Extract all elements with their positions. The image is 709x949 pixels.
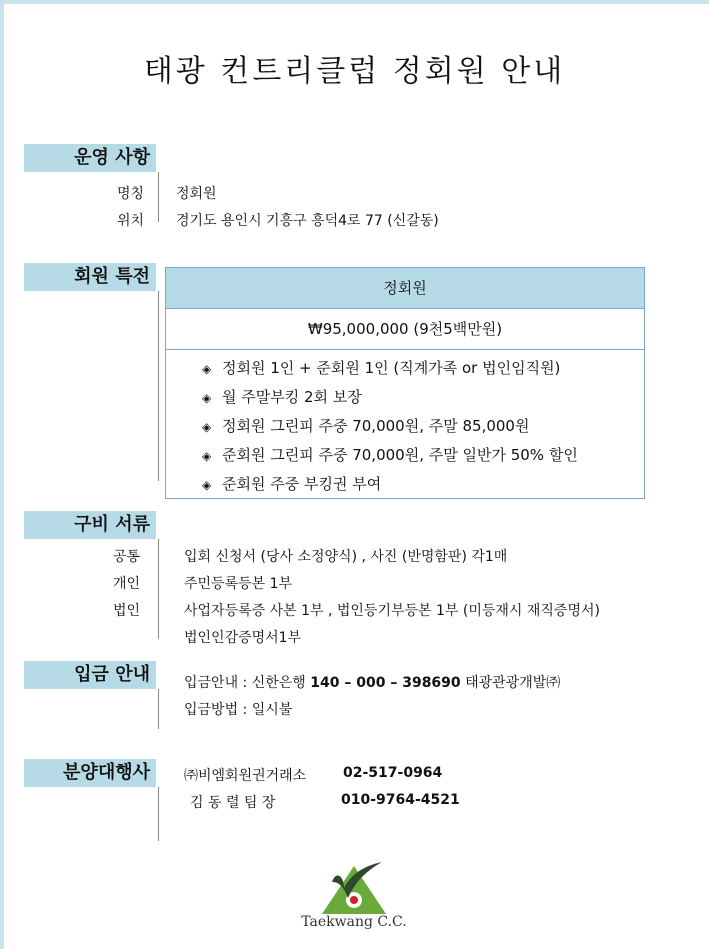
benefits-price: ₩95,000,000 (9천5백만원)	[166, 309, 644, 350]
benefit-text: 월 주말부킹 2회 보장	[222, 388, 362, 406]
logo-red-dot	[350, 896, 358, 904]
payment-account-holder: 태광관광개발㈜	[460, 675, 561, 691]
page-title: 태광 컨트리클럽 정회원 안내	[143, 54, 566, 89]
section-label-operation: 운영 사항	[24, 144, 156, 172]
list-item	[202, 383, 644, 412]
row-value-common: 입회 신청서 (당사 소정양식) , 사진 (반명함판) 각1매	[184, 549, 508, 565]
section-label-benefits: 회원 특전	[24, 263, 156, 291]
section-label-agency: 분양대행사	[24, 759, 156, 787]
agency-company-phone: 02-517-0964	[343, 765, 443, 781]
section-divider-agency	[158, 787, 159, 841]
row-value-corporate: 사업자등록증 사본 1부 , 법인등기부등본 1부 (미등재시 재직증명서)	[184, 603, 600, 619]
section-label-documents: 구비 서류	[24, 511, 156, 539]
payment-account	[184, 672, 560, 692]
frame-left-border	[0, 0, 4, 949]
list-item	[202, 441, 644, 470]
diamond-bullet-icon: ◈	[202, 449, 212, 463]
agency-manager: 김 동 렬 팀 장	[190, 795, 276, 811]
payment-account-number: 140 – 000 – 398690	[310, 675, 461, 691]
benefit-text: 정회원 1인 + 준회원 1인 (직계가족 or 법인임직원)	[222, 359, 561, 377]
diamond-bullet-icon: ◈	[202, 391, 212, 405]
row-label-common: 공통	[112, 549, 140, 565]
section-divider-benefits	[158, 291, 159, 481]
row-value-location: 경기도 용인시 기흥구 흥덕4로 77 (신갈동)	[176, 213, 439, 229]
section-divider-documents	[158, 539, 159, 639]
list-item	[202, 412, 644, 441]
agency-company: ㈜비엠회원권거래소	[184, 768, 307, 784]
diamond-bullet-icon: ◈	[202, 362, 212, 376]
benefit-text: 준회원 주중 부킹권 부여	[222, 475, 382, 493]
row-label-individual: 개인	[112, 576, 140, 592]
benefits-box-header: 정회원	[166, 268, 644, 309]
section-divider-operation	[158, 172, 159, 222]
benefits-list	[166, 350, 644, 499]
frame-top-border	[0, 0, 709, 4]
taekwang-logo-icon	[318, 858, 390, 918]
section-label-payment: 입금 안내	[24, 661, 156, 689]
row-value-name: 정회원	[176, 186, 217, 202]
row-value-corporate-extra: 법인인감증명서1부	[184, 630, 302, 646]
agency-manager-phone: 010-9764-4521	[341, 792, 460, 808]
diamond-bullet-icon: ◈	[202, 420, 212, 434]
list-item	[202, 470, 644, 499]
row-label-corporate: 법인	[112, 603, 140, 619]
benefit-text: 준회원 그린피 주중 70,000원, 주말 일반가 50% 할인	[222, 446, 578, 464]
payment-method: 입금방법 : 일시불	[184, 702, 293, 718]
payment-bank: 입금안내 : 신한은행	[184, 675, 311, 691]
benefit-text: 정회원 그린피 주중 70,000원, 주말 85,000원	[222, 417, 530, 435]
benefits-box	[165, 267, 645, 499]
section-divider-payment	[158, 689, 159, 729]
list-item	[202, 354, 644, 383]
logo-text: Taekwang C.C.	[301, 914, 407, 930]
row-label-location: 위치	[116, 213, 144, 229]
row-value-individual: 주민등록등본 1부	[184, 576, 293, 592]
row-label-name: 명칭	[116, 186, 144, 202]
diamond-bullet-icon: ◈	[202, 478, 212, 492]
